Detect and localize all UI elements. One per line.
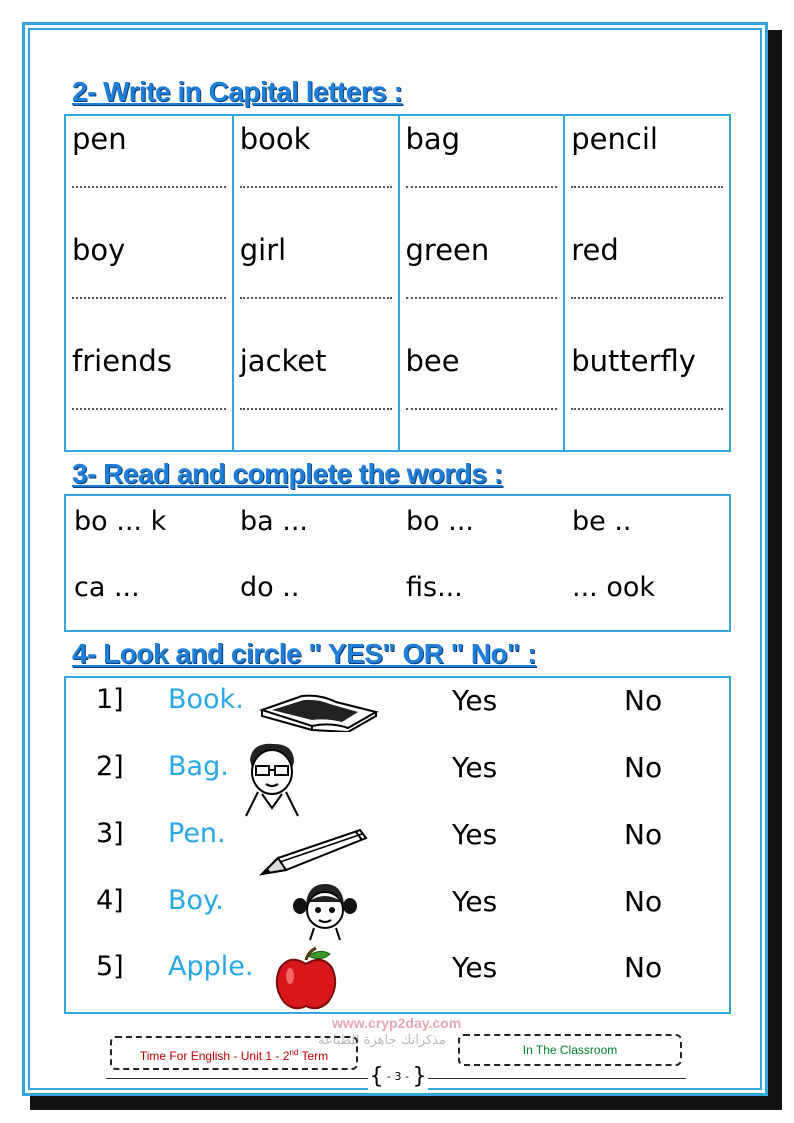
incomplete-word[interactable]: ba ... bbox=[240, 506, 309, 537]
item-word: Pen. bbox=[168, 818, 226, 849]
answer-line[interactable] bbox=[240, 186, 392, 188]
answer-line[interactable] bbox=[406, 186, 558, 188]
footer-unit-label: In The Classroom bbox=[458, 1034, 682, 1066]
item-number: 1] bbox=[96, 684, 124, 715]
caps-word: jacket bbox=[239, 344, 327, 378]
no-option[interactable]: No bbox=[624, 818, 663, 851]
incomplete-word[interactable]: ... ook bbox=[572, 572, 656, 603]
girl-icon bbox=[292, 880, 358, 942]
answer-line[interactable] bbox=[72, 186, 226, 188]
complete-words-box bbox=[64, 494, 731, 632]
incomplete-word[interactable]: fis... bbox=[406, 572, 463, 603]
caps-word: red bbox=[571, 233, 619, 267]
answer-line[interactable] bbox=[571, 297, 723, 299]
capital-letters-box bbox=[64, 114, 731, 452]
incomplete-word[interactable]: do .. bbox=[240, 572, 300, 603]
caps-column-3 bbox=[398, 116, 564, 450]
caps-word: bag bbox=[405, 122, 461, 156]
yes-option[interactable]: Yes bbox=[452, 684, 498, 717]
page-number: { - 3 - } bbox=[369, 1064, 427, 1089]
section3-heading: 3- Read and complete the words : bbox=[72, 458, 503, 489]
item-number: 2] bbox=[96, 751, 124, 782]
pencil-icon bbox=[256, 824, 370, 880]
incomplete-word[interactable]: bo ... bbox=[406, 506, 474, 537]
answer-line[interactable] bbox=[571, 408, 723, 410]
section4-heading: 4- Look and circle " YES" OR " No" : bbox=[72, 638, 537, 669]
yes-option[interactable]: Yes bbox=[452, 818, 498, 851]
yes-option[interactable]: Yes bbox=[452, 751, 498, 784]
item-word: Apple. bbox=[168, 951, 254, 982]
no-option[interactable]: No bbox=[624, 885, 663, 918]
caps-word: friends bbox=[72, 344, 172, 378]
no-option[interactable]: No bbox=[624, 751, 663, 784]
watermark-arabic: مذكراتك جاهزة للطباعة bbox=[318, 1033, 446, 1048]
answer-line[interactable] bbox=[571, 186, 723, 188]
item-number: 3] bbox=[96, 818, 124, 849]
caps-word: green bbox=[405, 233, 490, 267]
item-word: Bag. bbox=[168, 751, 229, 782]
answer-line[interactable] bbox=[406, 297, 558, 299]
caps-word: pencil bbox=[571, 122, 658, 156]
yes-option[interactable]: Yes bbox=[452, 885, 498, 918]
answer-line[interactable] bbox=[406, 408, 558, 410]
caps-column-2 bbox=[232, 116, 398, 450]
item-number: 5] bbox=[96, 951, 124, 982]
caps-column-1 bbox=[66, 116, 232, 450]
caps-word: bee bbox=[405, 344, 460, 378]
item-number: 4] bbox=[96, 885, 124, 916]
caps-word: butterfly bbox=[571, 344, 696, 378]
incomplete-word[interactable]: bo ... k bbox=[74, 506, 167, 537]
answer-line[interactable] bbox=[240, 297, 392, 299]
book-icon bbox=[258, 682, 380, 732]
item-word: Book. bbox=[168, 684, 244, 715]
answer-line[interactable] bbox=[72, 297, 226, 299]
no-option[interactable]: No bbox=[624, 684, 663, 717]
caps-word: girl bbox=[239, 233, 287, 267]
boy-icon bbox=[232, 738, 312, 818]
caps-word: boy bbox=[72, 233, 126, 267]
apple-icon bbox=[272, 946, 340, 1012]
answer-line[interactable] bbox=[240, 408, 392, 410]
caps-column-4 bbox=[563, 116, 729, 450]
item-word: Boy. bbox=[168, 885, 224, 916]
no-option[interactable]: No bbox=[624, 951, 663, 984]
incomplete-word[interactable]: be .. bbox=[572, 506, 632, 537]
answer-line[interactable] bbox=[72, 408, 226, 410]
caps-word: pen bbox=[72, 122, 127, 156]
section2-heading: 2- Write in Capital letters : bbox=[72, 76, 403, 107]
watermark-url: www.cryp2day.com bbox=[332, 1015, 462, 1031]
yes-option[interactable]: Yes bbox=[452, 951, 498, 984]
caps-word: book bbox=[239, 122, 311, 156]
incomplete-word[interactable]: ca ... bbox=[74, 572, 140, 603]
footer-course-label: Time For English - Unit 1 - 2nd Term bbox=[110, 1036, 358, 1070]
